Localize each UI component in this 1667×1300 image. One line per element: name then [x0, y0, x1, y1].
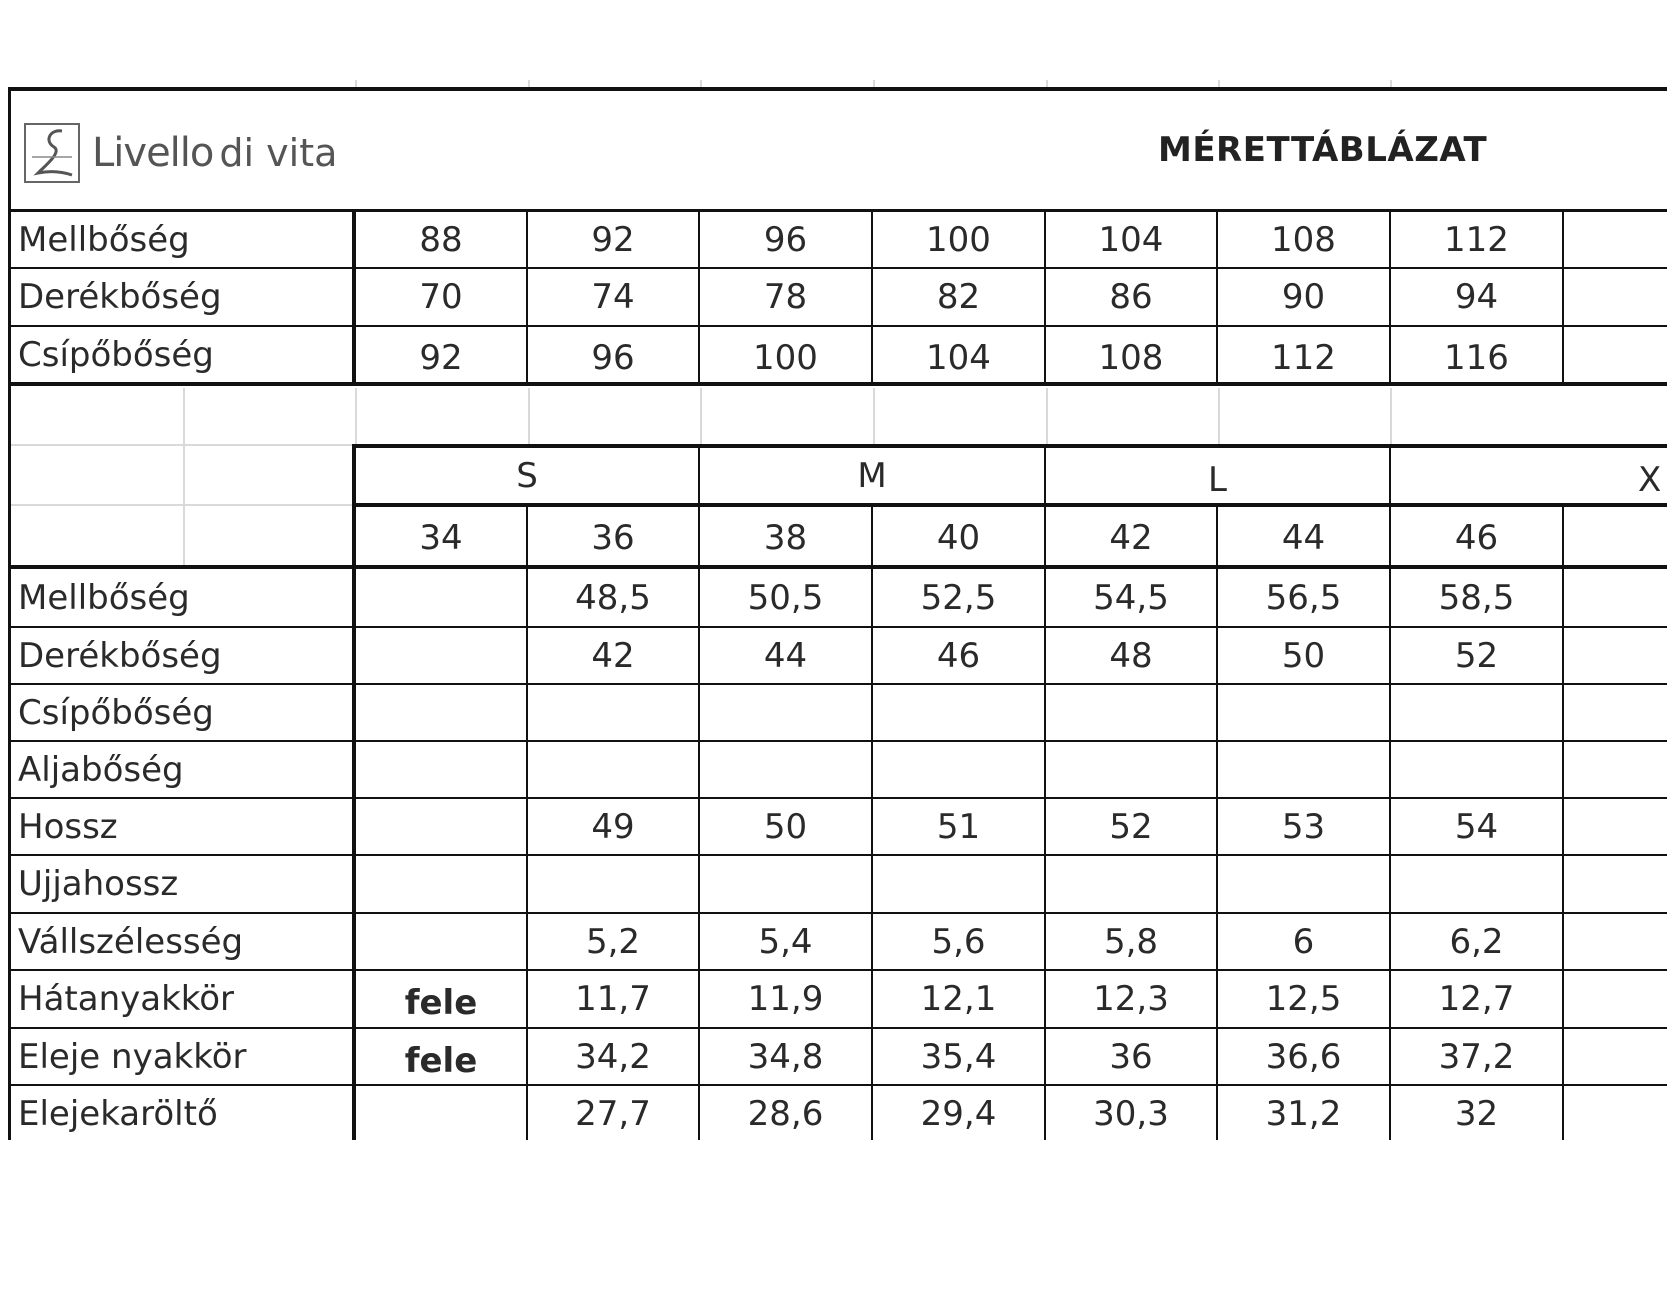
- size-header: 38: [763, 517, 808, 558]
- table-cell: [700, 742, 871, 797]
- table-cell: [356, 685, 526, 740]
- table-cell: 96: [763, 219, 808, 260]
- table-cell: 50,5: [747, 577, 824, 618]
- table-cell: 37,2: [1438, 1036, 1515, 1077]
- table-cell: 112: [1444, 219, 1509, 260]
- row-label: Hátanyakkör: [18, 979, 235, 1019]
- table-cell: 50: [1281, 635, 1326, 676]
- table-cell: 30,3: [1093, 1094, 1169, 1134]
- table-cell: fele: [404, 1040, 478, 1081]
- table-cell: 74: [591, 277, 635, 317]
- table-cell: 56,5: [1265, 577, 1342, 618]
- table-cell: 11,7: [575, 979, 651, 1019]
- row-label: Mellbőség: [18, 219, 190, 260]
- table-cell: 54: [1454, 806, 1499, 847]
- table-cell: 100: [753, 337, 818, 378]
- table-cell: 31,2: [1265, 1094, 1342, 1134]
- table-cell: 82: [936, 277, 981, 317]
- table-cell: [528, 685, 698, 740]
- table-cell: 90: [1281, 277, 1326, 317]
- table-cell: 34,2: [575, 1036, 651, 1077]
- top-border: [8, 87, 1667, 91]
- table-cell: [356, 799, 526, 854]
- table-cell: 46: [936, 635, 981, 676]
- table-cell: [1218, 685, 1389, 740]
- table-cell: 48,5: [575, 577, 651, 618]
- table-cell: [356, 742, 526, 797]
- table-cell: 104: [1098, 219, 1164, 260]
- table-cell: 104: [926, 337, 991, 378]
- row-label: Ujjahossz: [18, 864, 179, 904]
- table-cell: [873, 685, 1044, 740]
- table-cell: 42: [591, 635, 635, 676]
- table-cell: [1046, 856, 1216, 912]
- table-cell: 70: [419, 277, 463, 317]
- table-cell: 52,5: [920, 577, 997, 618]
- table-cell: [700, 685, 871, 740]
- table-cell: 116: [1444, 337, 1509, 378]
- table-cell: [1391, 856, 1562, 912]
- table-cell: 12,7: [1438, 979, 1515, 1019]
- table-cell: 78: [763, 277, 808, 317]
- table-cell: [356, 1086, 526, 1142]
- table-cell: 12,5: [1265, 979, 1342, 1019]
- table-cell: 54,5: [1093, 577, 1169, 618]
- size-header: 44: [1281, 517, 1326, 558]
- table-cell: [528, 856, 698, 912]
- table-cell: 92: [419, 337, 463, 378]
- table-cell: 29,4: [920, 1094, 997, 1134]
- table-cell: 12,1: [920, 979, 997, 1019]
- row-label: Hossz: [18, 806, 118, 847]
- table-cell: 34,8: [747, 1036, 824, 1077]
- table-cell: 35,4: [920, 1036, 997, 1077]
- table-cell: [356, 628, 526, 683]
- table-cell: 6,2: [1449, 921, 1504, 962]
- size-header: 40: [936, 517, 981, 558]
- table-cell: 50: [763, 806, 808, 847]
- table-cell: [1218, 742, 1389, 797]
- page-title: MÉRETTÁBLÁZAT: [1158, 130, 1488, 170]
- size-group-x: X: [1638, 459, 1662, 500]
- row-label: Aljabőség: [18, 749, 184, 790]
- table-cell: 108: [1098, 337, 1164, 378]
- row-label: Csípőbőség: [18, 334, 214, 375]
- row-label: Derékbőség: [18, 635, 222, 676]
- table-cell: [873, 856, 1044, 912]
- table-cell: 52: [1109, 806, 1153, 847]
- table-cell: 6: [1292, 921, 1315, 962]
- table-cell: 5,2: [585, 921, 641, 962]
- table-cell: 88: [419, 219, 463, 260]
- table-cell: 27,7: [575, 1094, 651, 1134]
- table-cell: 44: [763, 635, 808, 676]
- table-cell: 92: [591, 219, 635, 260]
- table-cell: [356, 914, 526, 969]
- table-cell: [356, 569, 526, 626]
- table-cell: 36,6: [1265, 1036, 1342, 1077]
- row-label: Csípőbőség: [18, 692, 214, 733]
- table-cell: 5,4: [758, 921, 813, 962]
- table-cell: 108: [1271, 219, 1336, 260]
- table-cell: 86: [1109, 277, 1153, 317]
- table-cell: [1046, 685, 1216, 740]
- table-cell: 94: [1454, 277, 1499, 317]
- table-cell: [528, 742, 698, 797]
- table-cell: 28,6: [747, 1094, 824, 1134]
- table-cell: 100: [926, 219, 991, 260]
- table-cell: fele: [404, 983, 478, 1023]
- table-cell: [700, 856, 871, 912]
- table-cell: 11,9: [747, 979, 824, 1019]
- size-header: 36: [591, 517, 635, 558]
- table-cell: 52: [1454, 635, 1499, 676]
- table-cell: 48: [1109, 635, 1153, 676]
- table-cell: 112: [1271, 337, 1336, 378]
- size-header: 46: [1454, 517, 1499, 558]
- row-label: Elejekaröltő: [18, 1094, 218, 1134]
- table-cell: 51: [936, 806, 981, 847]
- table-cell: 32: [1454, 1094, 1499, 1134]
- table-cell: 12,3: [1093, 979, 1169, 1019]
- row-label: Eleje nyakkör: [18, 1036, 247, 1077]
- size-header: 34: [419, 517, 463, 558]
- table-cell: 5,8: [1103, 921, 1159, 962]
- table-cell: 58,5: [1438, 577, 1515, 618]
- size-header: 42: [1109, 517, 1153, 558]
- size-group-l: L: [1208, 459, 1227, 500]
- row-label: Derékbőség: [18, 277, 222, 317]
- table-cell: 53: [1281, 806, 1326, 847]
- row-label: Vállszélesség: [18, 921, 244, 962]
- size-group-s: S: [516, 455, 538, 496]
- table-cell: [1218, 856, 1389, 912]
- table-cell: [1046, 742, 1216, 797]
- brand-name: Livello: [92, 130, 214, 176]
- brand-tagline: di vita: [219, 131, 338, 175]
- table-cell: 36: [1109, 1036, 1153, 1077]
- monogram-icon: [22, 121, 82, 185]
- table-cell: 96: [591, 337, 635, 378]
- table-cell: 49: [591, 806, 635, 847]
- table-cell: [1391, 685, 1562, 740]
- row-label: Mellbőség: [18, 577, 190, 618]
- brand-logo: [22, 118, 337, 188]
- table-cell: [356, 856, 526, 912]
- table-cell: [1391, 742, 1562, 797]
- table-cell: 5,6: [931, 921, 986, 962]
- size-group-m: M: [857, 455, 887, 496]
- table-cell: [873, 742, 1044, 797]
